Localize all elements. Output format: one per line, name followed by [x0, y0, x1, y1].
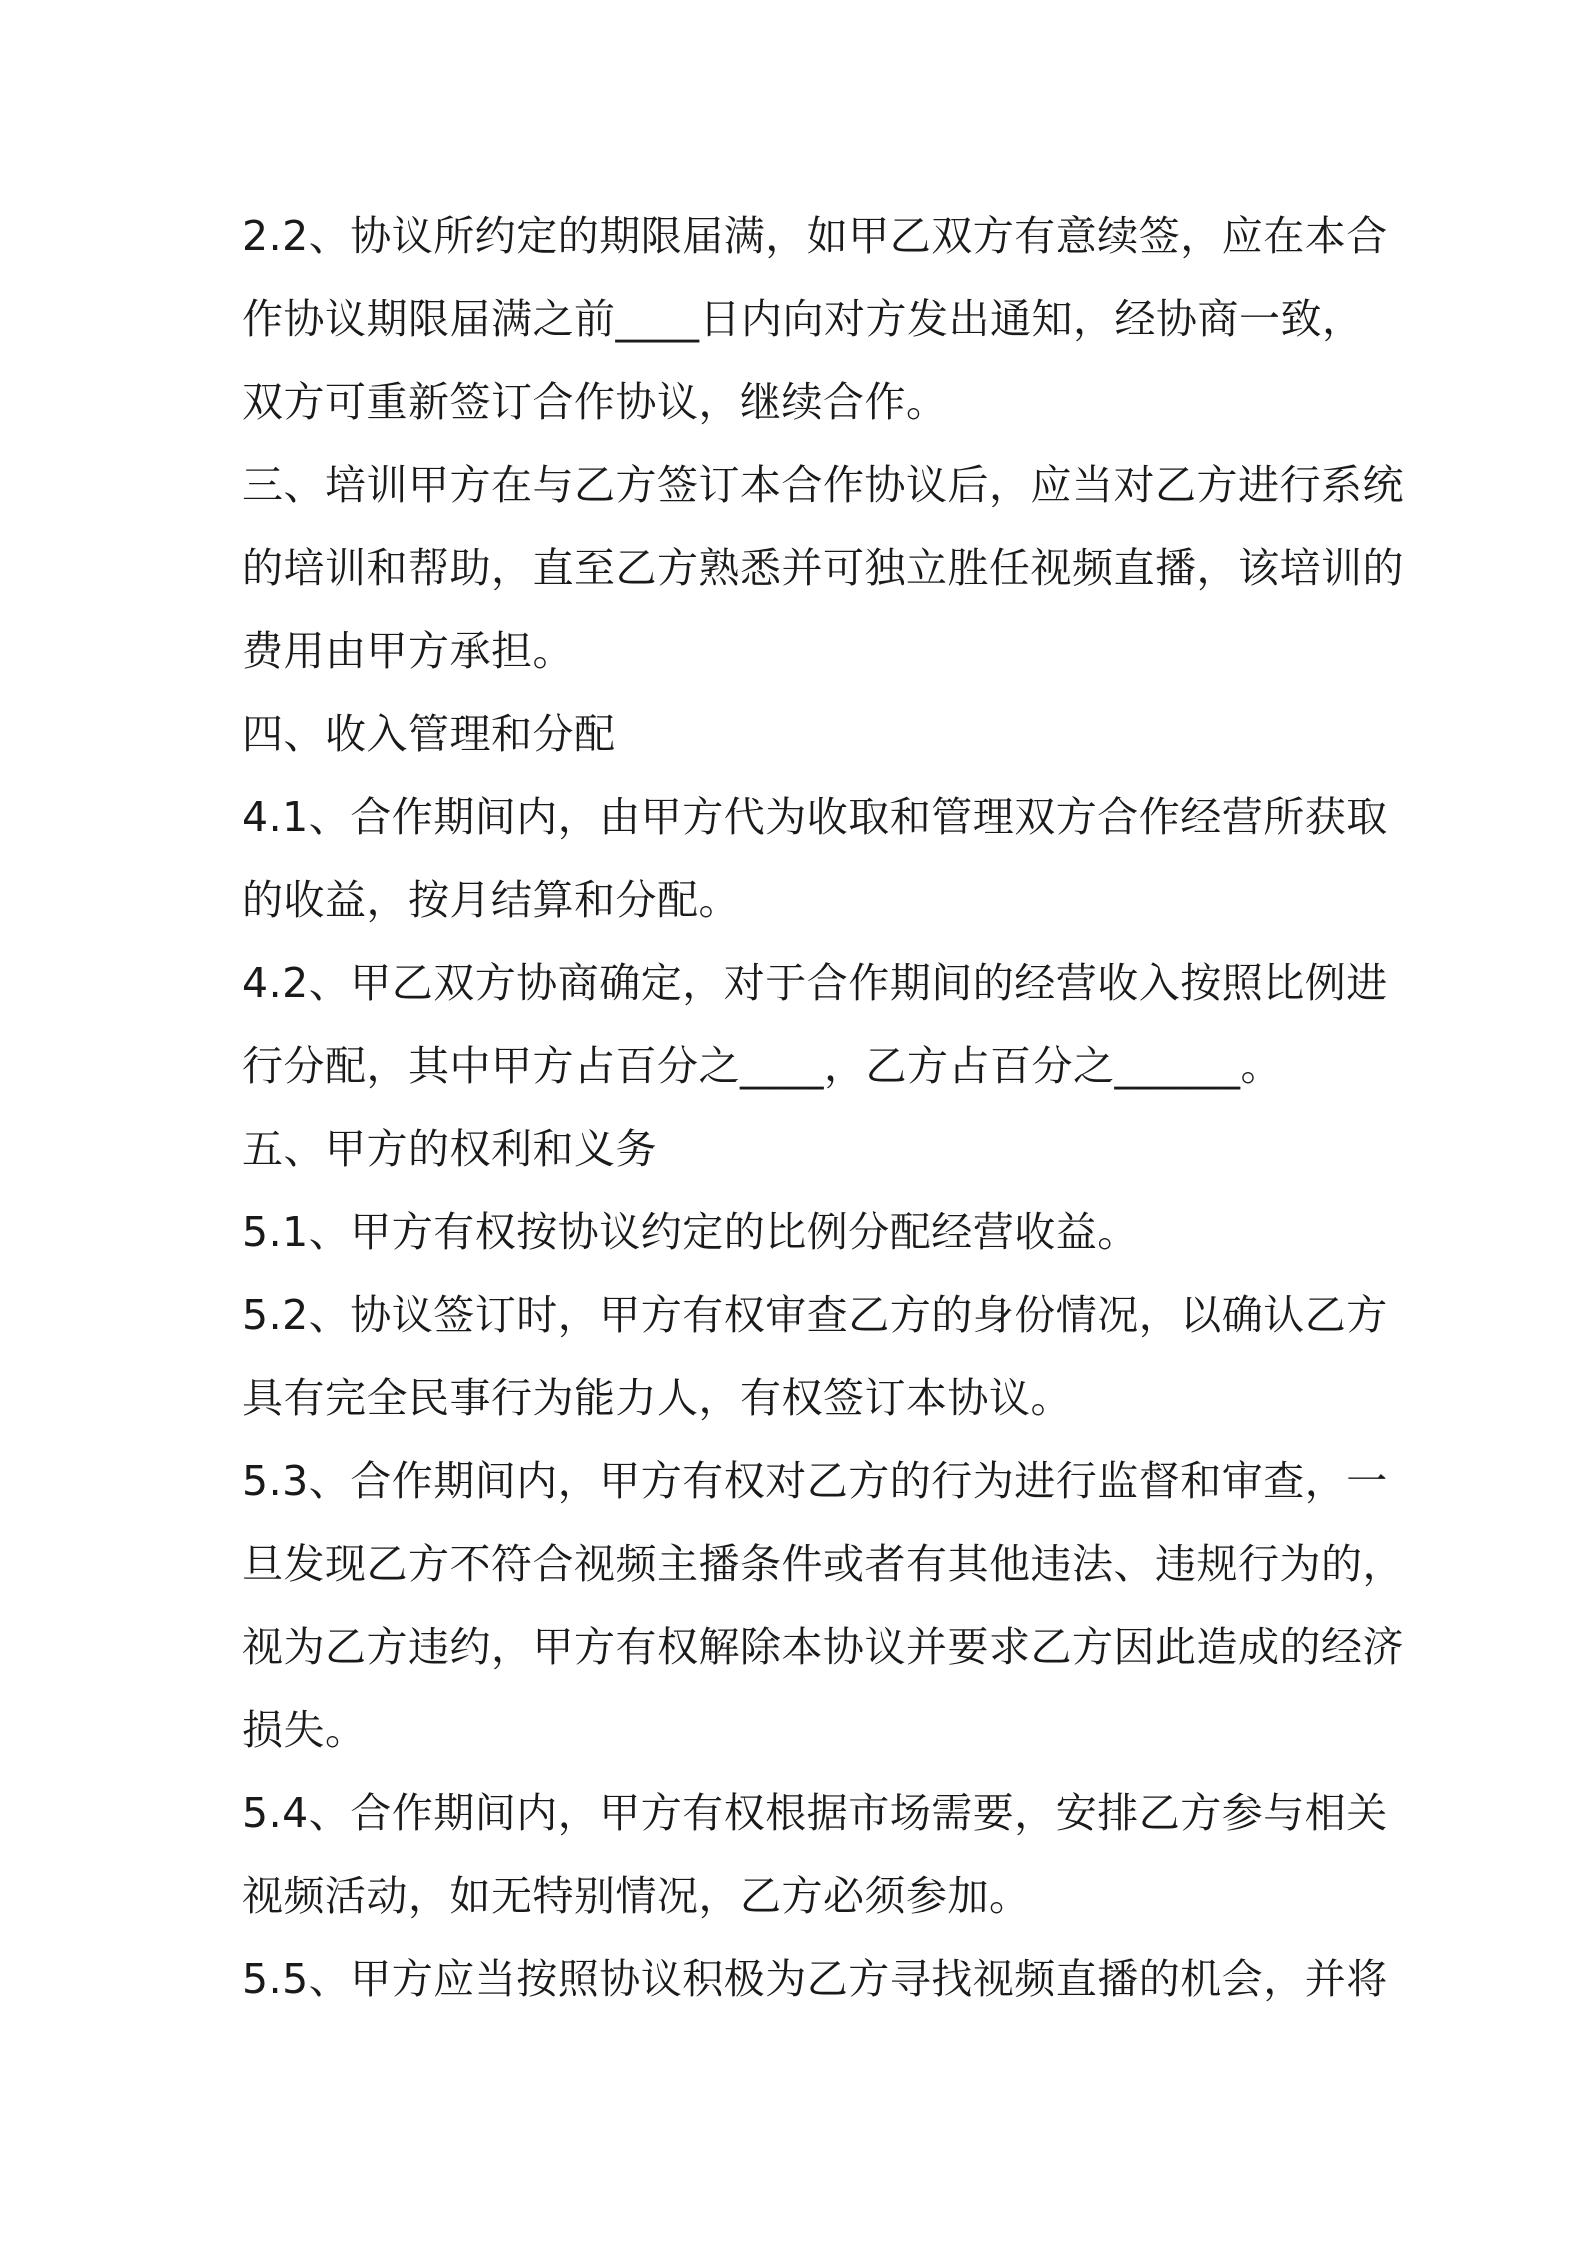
section-4-heading: 四、收入管理和分配: [242, 710, 616, 758]
clause-4-1-line-1: 4.1、合作期间内，由甲方代为收取和管理双方合作经营所获取: [242, 793, 1388, 841]
section-5-heading: 五、甲方的权利和义务: [242, 1125, 657, 1173]
clause-5-3-line-1: 5.3、合作期间内，甲方有权对乙方的行为进行监督和审查，一: [242, 1457, 1388, 1505]
clause-5-4-line-1: 5.4、合作期间内，甲方有权根据市场需要，安排乙方参与相关: [242, 1789, 1388, 1837]
clause-4-2-line-2: 行分配，其中甲方占百分之____，乙方占百分之______。: [242, 1042, 1282, 1090]
section-3-line-3: 费用由甲方承担。: [242, 627, 574, 675]
clause-5-2-line-1: 5.2、协议签订时，甲方有权审查乙方的身份情况，以确认乙方: [242, 1291, 1388, 1339]
clause-2-2-line-3: 双方可重新签订合作协议，继续合作。: [242, 378, 948, 426]
clause-4-2-line-1: 4.2、甲乙双方协商确定，对于合作期间的经营收入按照比例进: [242, 959, 1388, 1007]
clause-5-3-line-2: 旦发现乙方不符合视频主播条件或者有其他违法、违规行为的，: [242, 1540, 1404, 1588]
clause-5-1-line-1: 5.1、甲方有权按协议约定的比例分配经营收益。: [242, 1208, 1139, 1256]
clause-5-4-line-2: 视频活动，如无特别情况，乙方必须参加。: [242, 1872, 1031, 1920]
clause-4-1-line-2: 的收益，按月结算和分配。: [242, 876, 740, 924]
clause-2-2-line-2: 作协议期限届满之前____日内向对方发出通知，经协商一致，: [242, 295, 1364, 343]
clause-5-2-line-2: 具有完全民事行为能力人，有权签订本协议。: [242, 1374, 1072, 1422]
section-3-line-1: 三、培训甲方在与乙方签订本合作协议后，应当对乙方进行系统: [242, 461, 1404, 509]
clause-5-3-line-4: 损失。: [242, 1706, 367, 1754]
clause-5-5-line-1: 5.5、甲方应当按照协议积极为乙方寻找视频直播的机会，并将: [242, 1955, 1388, 2003]
clause-5-3-line-3: 视为乙方违约，甲方有权解除本协议并要求乙方因此造成的经济: [242, 1623, 1404, 1671]
clause-2-2-line-1: 2.2、协议所约定的期限届满，如甲乙双方有意续签，应在本合: [242, 212, 1388, 260]
document-body: [242, 195, 1404, 2021]
section-3-line-2: 的培训和帮助，直至乙方熟悉并可独立胜任视频直播，该培训的: [242, 544, 1404, 592]
